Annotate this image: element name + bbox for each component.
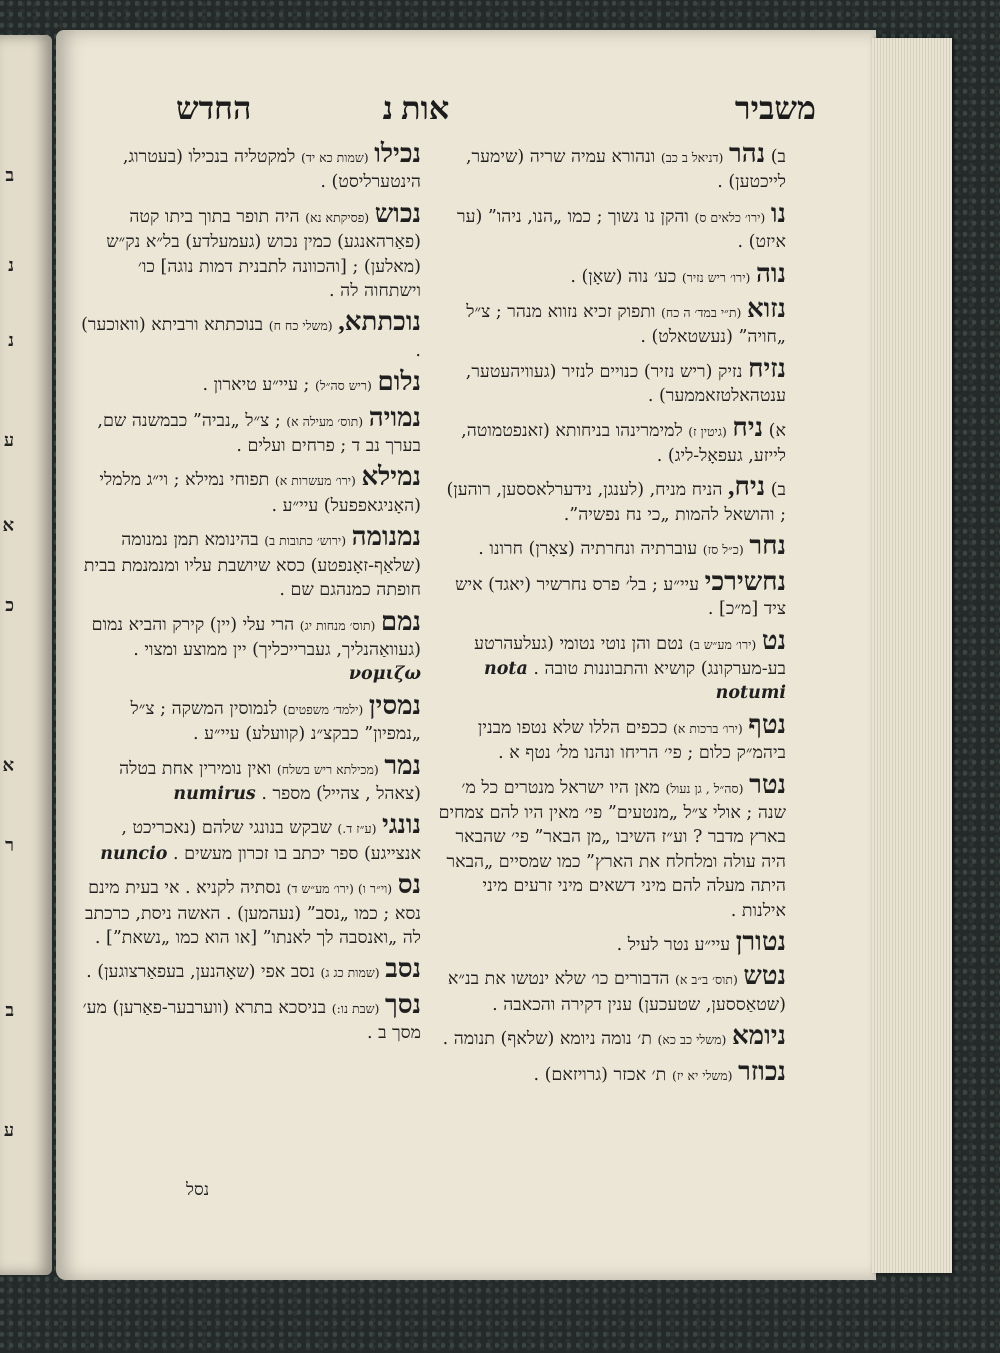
dictionary-entry (76, 522, 421, 602)
headword: נמסין (368, 690, 421, 720)
entry-definition: נסתיה לקניא . אי בעית מינם נסא ; כמו „נסב” (נעהמען) . האשה ניסת, כרכתב לה „ואנסבה לך לאנתו” [או הוא כמו „נשאת”] . (85, 878, 421, 948)
dictionary-entry (436, 258, 786, 290)
dictionary-entry (436, 926, 786, 957)
dictionary-entry (436, 472, 786, 527)
latin-gloss: numirus (173, 783, 256, 804)
entry-definition: הרי עלי (יין) קירק והביא נמום (געוואַהנליך, געברייכליך) יין ממוצע ומצוי . (91, 614, 421, 660)
entry-definition: ת׳ נומה ניומא (שלאף) תנומה . (442, 1029, 658, 1050)
dictionary-entry (76, 402, 421, 459)
source-reference: (שמות כג ג) (320, 965, 380, 981)
latin-gloss: nota notumi (484, 658, 786, 704)
dictionary-entry (76, 139, 421, 195)
dictionary-entry (436, 566, 786, 622)
entry-definition: למימרינהו בניחותא (זאנפטמוטה, לייזע, געפאָל-ליג) . (461, 420, 786, 467)
dictionary-entry (76, 810, 421, 866)
left-column (76, 139, 421, 1053)
entry-definition: עוברתיה ונחרתיה (צאָרן) חרונו . (478, 539, 703, 560)
source-reference: (ירו׳ ריש נזיר) (681, 269, 751, 285)
entry-definition: ונהורא עמיה שריה (שימער, לייכטען) . (465, 147, 786, 193)
dictionary-entry (436, 412, 786, 469)
source-reference: (ילמד׳ משפטים) (282, 701, 364, 717)
facing-page-letter: נ (8, 330, 14, 351)
book-page (56, 30, 876, 1280)
headword: נזיח (748, 353, 786, 383)
source-reference: (כ״ל סז) (702, 542, 744, 558)
source-reference: (ירו׳ ברכות א) (672, 720, 743, 736)
source-reference: (ע״ז ד.) (337, 821, 377, 837)
source-reference: (וי״ר ו) (ירו׳ מע״ש ד) (286, 881, 393, 897)
headword: נטף (748, 709, 786, 739)
headword: נטש (743, 961, 786, 991)
headword: ניומא (731, 1021, 786, 1051)
entry-definition: בהינומא תמן נמנומה (שלאַף-זאָנפטע) כסא שיושבת עליו ומנמנמת בבית חופתה כמנהגם שם . (83, 530, 421, 601)
dictionary-entry (76, 989, 421, 1046)
source-reference: (שבת נו:) (331, 1000, 380, 1016)
entry-definition: ת׳ אכזר (גרויזאם) . (533, 1064, 672, 1085)
headword: נט (761, 625, 786, 655)
entry-sense-number: א) (763, 420, 786, 441)
facing-page-letter: כ (5, 595, 14, 616)
headword: נטר (749, 769, 786, 799)
entry-definition: נטם והן נוטי נטומי (געלעהרטע בע-מערקונג) קושיא והתבוננות טובה . (474, 633, 786, 679)
dictionary-entry (436, 1021, 786, 1052)
running-head-left: החדש (176, 90, 252, 126)
catchword: נסל (186, 1180, 210, 1200)
entry-sense-number: ב) (765, 147, 786, 167)
source-reference: (גיטין ז) (688, 423, 727, 439)
dictionary-entry (436, 198, 786, 255)
dictionary-entry (76, 307, 421, 363)
dictionary-entry (436, 531, 786, 562)
headword: נכוש (374, 198, 421, 228)
headword: ניח, (728, 472, 766, 502)
source-reference: (ירוש׳ כתובות ב) (264, 533, 347, 549)
greek-gloss: νομιζω (348, 664, 421, 685)
headword: נזוא (746, 294, 786, 324)
source-reference: (ירו׳ מעשרות א) (274, 473, 356, 489)
dictionary-entry (436, 353, 786, 409)
headword: נס (397, 870, 421, 900)
headword: נכילו (374, 139, 421, 168)
source-reference: (משלי יא יז) (671, 1067, 733, 1083)
source-reference: (סה״ל , גן נעול) (665, 780, 744, 796)
entry-definition: עיי״ע נטר לעיל . (616, 934, 736, 955)
dictionary-entry (436, 769, 786, 923)
dictionary-entry (76, 367, 421, 398)
source-reference: (דניאל ב כב) (660, 150, 724, 165)
headword: נמילא (361, 462, 421, 492)
dictionary-entry (436, 1056, 786, 1088)
dictionary-entry (76, 462, 421, 518)
entry-definition: למקטליה בנכילו (בעטרוג, הינטערליסט) . (122, 147, 421, 193)
facing-page-letter: נ (8, 255, 14, 276)
headword: נחר (749, 531, 786, 561)
entry-definition: והקן נו נשוך ; כמו „הנו, ניהו” (ער איזט) . (456, 206, 786, 253)
right-column (436, 139, 786, 1095)
dictionary-entry (436, 625, 786, 706)
headword: נמם (380, 606, 421, 636)
source-reference: (ריש סה״ל) (315, 378, 372, 394)
dictionary-entry (436, 709, 786, 766)
page-edges (872, 38, 952, 1273)
dictionary-entry (76, 750, 421, 807)
facing-page-letter: ר (5, 835, 14, 856)
headword: נכוזר (738, 1056, 786, 1086)
entry-definition: בניסכא בתרא (ווערבער-פאַרען) מע׳ מסך ב . (82, 997, 421, 1044)
entry-definition: ; צ״ל „נביה” כבמשנה שם, בערך נב ד ; פרחים ועלים . (97, 410, 421, 457)
source-reference: (משלי כח ח) (268, 318, 333, 334)
dictionary-entry (76, 954, 421, 985)
latin-gloss: nuncio (100, 843, 168, 864)
entry-definition: לנמוסין המשקה ; צ״ל „נמפיון” כבקצ״נ (קוועלע) עיי״ע . (130, 698, 421, 745)
entry-definition: נסב אפי (שאָהנען, בעפאַרצוגען) . (86, 962, 321, 983)
dictionary-entry (436, 961, 786, 1017)
headword: נטורן (735, 926, 786, 956)
entry-definition: הניח מניח, (לענגן, נידערלאססען, רוהען) ; והושאל להמות „כי נח נפשיה”. (446, 480, 786, 525)
headword: נמר (384, 750, 421, 780)
entry-definition: עיי״ע ; בל׳ פרס נחרשיר (יאגד) איש ציד [מ״כ] . (455, 574, 786, 620)
facing-page-edge (0, 35, 52, 1275)
headword: נמויה (368, 402, 421, 432)
facing-page-letter: א (2, 515, 14, 536)
facing-page-letter: א (2, 755, 14, 776)
source-reference: (תוס׳ ב״ב א) (675, 972, 738, 988)
headword: נוכתתא, (338, 307, 421, 337)
entry-definition: ותפוק זכיא נזווא מנהר ; צ״ל „חויה” (נעשטאלט) . (466, 302, 786, 348)
entry-definition: מאן היו ישראל מנטרים כל מ׳ שנה ; אולי צ״ל „מנטעים” פי׳ מאין היו להם צמחים בארץ מדבר ? וע״ז השיבו „מן הבאר” פי׳ שהבאר היה עולה ומלחלח את הארץ” כמו שמסיים „הבאר היתה מעלה להם מיני דשאים מיני זרעים מיני אילנות . (438, 777, 786, 921)
headword: נסב (385, 954, 421, 984)
facing-page-letter: ב (5, 165, 14, 186)
dictionary-entry (76, 870, 421, 950)
headword: נהר (728, 139, 766, 168)
entry-definition: בנוכתתא ורביתא (וואוכער) . (81, 315, 421, 361)
source-reference: (מכילתא ריש בשלח) (276, 761, 379, 777)
headword: נסך (384, 989, 421, 1019)
headword: נונגי (382, 810, 421, 840)
source-reference: (תוס׳ מעילה א) (286, 413, 364, 429)
source-reference: (ת״י במד׳ ה כח) (661, 305, 742, 321)
source-reference: (ירו׳ מע״ש ב) (688, 636, 757, 652)
entry-definition: ככפים הללו שלא נטפו מבנין ביהמ״ק כלום ; פי׳ הריחו ונהנו מל׳ נטף א . (477, 717, 786, 764)
dictionary-entry (436, 294, 786, 350)
headword: נוה (755, 258, 786, 288)
entry-definition: ; עיי״ע טיארון . (202, 375, 316, 396)
source-reference: (תוס׳ מנחות יג) (299, 617, 376, 633)
entry-definition: שבקש בנונגי שלהם (נאכריכט , אנצייגע) ספר יכתב בו זכרון מעשים . (121, 818, 421, 864)
source-reference: (פסיקתא נא) (305, 209, 370, 225)
entry-sense-number: ב) (765, 480, 786, 501)
headword: נו (770, 198, 786, 228)
facing-page-letter: ב (5, 1000, 14, 1021)
facing-page-letter: ע (3, 430, 14, 451)
entry-definition: תפוחי נמילא ; וי״ג מלמלי (האָניגאפפעל) עיי״ע . (99, 470, 421, 516)
entry-definition: ואין נומירין אחת בטלה (צאהל , צהייל) מספר . (119, 758, 421, 804)
source-reference: (שמות כא יד) (300, 150, 369, 165)
source-reference: (ירו׳ כלאים ס) (694, 209, 766, 225)
dictionary-entry (76, 690, 421, 747)
source-reference: (משלי כב כא) (657, 1032, 727, 1048)
entry-definition: כע׳ נוה (שאָן) . (570, 266, 682, 287)
running-head-right: משביר (734, 90, 816, 126)
entry-definition: נזיק (ריש נזיר) כנויים לנזיר (געוויהעטער, ענטהאלטזאממער) . (465, 361, 786, 407)
dictionary-entry (436, 139, 786, 195)
entry-definition: היה תופר בתוך ביתו קטה (פאַרהאנגע) כמין נכוש (געמעלדע) בל״א נק״ש (מאלען) ; [והכוונה לתבנית דמות נוגה] כו׳ וישתחוה לה . (106, 206, 421, 302)
headword: ניח (732, 412, 764, 442)
entry-definition: הדבורים כו׳ שלא ינטשו את בנ״א (שטאַססען, שטעכען) ענין דקירה והכאבה . (447, 969, 786, 1015)
dictionary-entry (76, 606, 421, 687)
dictionary-entry (76, 198, 421, 304)
headword: נחשירכי (704, 566, 786, 596)
headword: נלום (377, 367, 421, 397)
headword: נמנומה (351, 522, 421, 552)
running-head-center: אות נ (382, 90, 450, 126)
facing-page-letter: ע (3, 1120, 14, 1141)
